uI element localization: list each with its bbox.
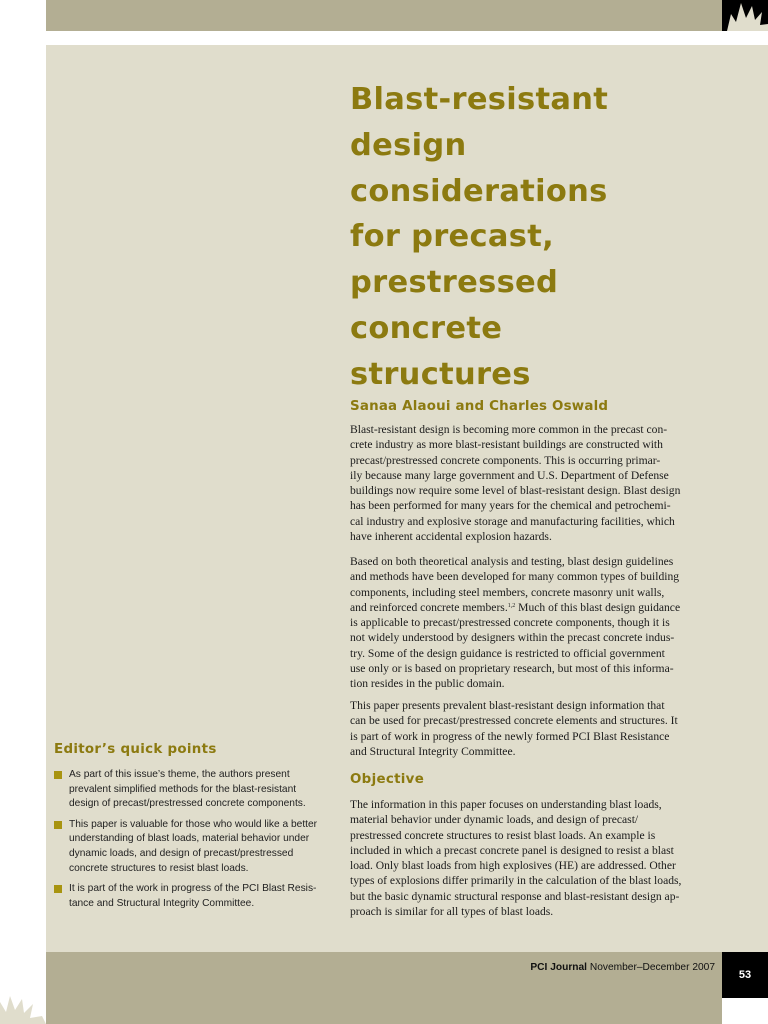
title-line: for precast, <box>350 219 555 255</box>
square-bullet-icon <box>54 771 62 779</box>
text-line: tance and Structural Integrity Committee. <box>69 897 255 909</box>
text-fragment: Much of this blast design guidance <box>515 600 681 614</box>
text-line: The information in this paper focuses on understanding blast loads, <box>350 798 662 811</box>
page-number: 53 <box>722 952 768 998</box>
text-line: included in which a precast concrete panel is designed to resist a blast <box>350 843 674 857</box>
text-line: Based on both theoretical analysis and testing, blast design guidelines <box>350 555 674 568</box>
text-line: proach is similar for all types of blast loads. <box>350 905 554 919</box>
body-paragraph-intro <box>350 422 720 544</box>
text-line: material behavior under dynamic loads, and design of precast/ <box>350 813 639 827</box>
article-title <box>350 77 760 398</box>
title-line: prestressed <box>350 265 559 301</box>
text-line: It is part of the work in progress of the PCI Blast Resis- <box>69 883 317 895</box>
journal-issue: November–December 2007 <box>589 962 715 973</box>
text-line: load. Only blast loads from high explosives (HE) are addressed. Other <box>350 859 676 873</box>
square-bullet-icon <box>54 821 62 829</box>
quick-point <box>54 818 329 876</box>
text-fragment: and reinforced concrete members. <box>350 600 508 614</box>
text-line: and Structural Integrity Committee. <box>350 744 516 758</box>
text-line: cal industry and explosive storage and manufacturing facilities, which <box>350 514 675 528</box>
title-line: structures <box>350 356 531 392</box>
text-line: dynamic loads, and design of precast/prestressed <box>69 847 294 859</box>
author-byline: Sanaa Alaoui and Charles Oswald <box>350 399 609 414</box>
text-line: As part of this issue’s theme, the authors present <box>69 769 290 780</box>
text-line: This paper presents prevalent blast-resistant design information that <box>350 699 665 712</box>
text-line: but the basic dynamic structural response and blast-resistant design ap- <box>350 889 680 903</box>
journal-footer <box>440 962 715 973</box>
starburst-icon <box>722 0 768 31</box>
quick-point <box>54 768 329 812</box>
text-line: buildings now require some level of blast-resistant design. Blast design <box>350 484 681 498</box>
text-line: try. Some of the design guidance is restricted to official government <box>350 646 665 660</box>
text-line: is applicable to precast/prestressed concrete components, though it is <box>350 616 670 630</box>
quick-points-list <box>54 768 329 917</box>
text-line: can be used for precast/prestressed concrete elements and structures. It <box>350 714 678 728</box>
quick-point <box>54 882 329 911</box>
body-paragraph-guidelines <box>350 554 720 692</box>
text-line: ily because many large government and U.S. Department of Defense <box>350 468 669 482</box>
text-line: types of explosions differ primarily in the calculation of the blast loads, <box>350 874 682 888</box>
text-line: concrete structures to resist blast loads. <box>69 862 249 874</box>
text-line: Blast-resistant design is becoming more common in the precast con- <box>350 423 668 436</box>
body-paragraph-objective <box>350 797 720 919</box>
text-line-with-citation <box>350 600 720 615</box>
title-line: Blast-resistant <box>350 82 609 117</box>
text-line: has been performed for many years for the chemical and petrochemi- <box>350 499 671 513</box>
square-bullet-icon <box>54 885 62 893</box>
text-line: not widely understood by designers within the precast concrete indus- <box>350 631 675 645</box>
section-heading-objective: Objective <box>350 772 425 787</box>
text-line: prestressed concrete structures to resist blast loads. An example is <box>350 828 656 842</box>
text-line: components, including steel members, concrete masonry unit walls, <box>350 585 665 599</box>
journal-name: PCI Journal <box>530 962 587 973</box>
starburst-icon <box>0 994 50 1024</box>
title-line: concrete <box>350 310 503 346</box>
text-line: is part of work in progress of the newly formed PCI Blast Resistance <box>350 729 670 743</box>
starburst-corner <box>722 0 768 31</box>
text-line: prevalent simplified methods for the blast-resistant <box>69 783 297 795</box>
text-line: design of precast/prestressed concrete components. <box>69 798 306 810</box>
text-line: This paper is valuable for those who would like a better <box>69 818 318 830</box>
text-line: crete industry as more blast-resistant buildings are constructed with <box>350 438 663 452</box>
starburst-corner-bottom <box>0 994 50 1024</box>
body-paragraph-scope <box>350 698 720 759</box>
title-line: considerations <box>350 173 608 209</box>
header-band <box>46 0 722 31</box>
text-line: have inherent accidental explosion hazards. <box>350 530 552 544</box>
text-line: precast/prestressed concrete components. This is occurring primar- <box>350 453 661 467</box>
text-line: and methods have been developed for many common types of building <box>350 570 680 584</box>
citation-superscript: 1,2 <box>507 602 516 609</box>
text-line: understanding of blast loads, material behavior under <box>69 833 310 845</box>
title-line: design <box>350 127 467 163</box>
text-line: tion resides in the public domain. <box>350 677 505 691</box>
quick-points-heading: Editor’s quick points <box>54 742 217 757</box>
text-line: use only or is based on proprietary research, but most of this informa- <box>350 662 674 676</box>
